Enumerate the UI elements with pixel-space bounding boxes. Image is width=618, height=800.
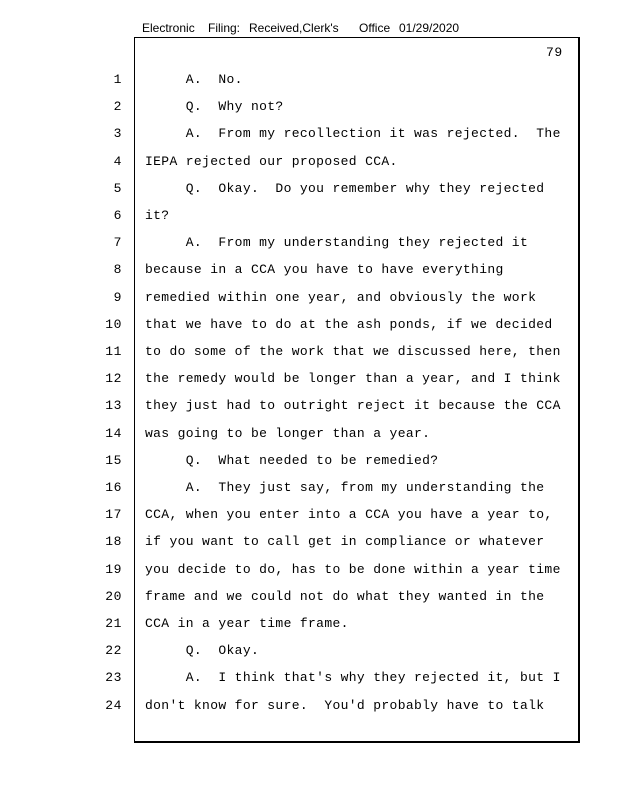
line-number: 15 [105,453,122,468]
line-number: 14 [105,426,122,441]
line-number: 2 [113,99,122,114]
transcript-line: Q. Okay. [145,643,260,658]
transcript-line: they just had to outright reject it because the CCA [145,398,561,413]
transcript-line: A. From my understanding they rejected it [145,235,529,250]
line-number: 1 [113,72,122,87]
line-number: 21 [105,616,122,631]
line-number: 4 [113,154,122,169]
transcript-line: A. They just say, from my understanding the [145,480,545,495]
filing-date: 01/29/2020 [399,21,460,35]
transcript-line: CCA, when you enter into a CCA you have a year to, [145,507,553,522]
line-number: 23 [105,670,122,685]
transcript-line: Q. Why not? [145,99,284,114]
transcript-line: Q. What needed to be remedied? [145,453,439,468]
page-number: 79 [546,45,563,60]
line-number: 6 [113,208,122,223]
transcript-line: A. I think that's why they rejected it, but I [145,670,561,685]
line-number: 10 [105,317,122,332]
line-number: 7 [113,235,122,250]
line-number: 5 [113,181,122,196]
transcript-line: remedied within one year, and obviously the work [145,290,537,305]
transcript-line: IEPA rejected our proposed CCA. [145,154,398,169]
transcript-line: to do some of the work that we discussed here, then [145,344,561,359]
line-number: 22 [105,643,122,658]
transcript-page-border [134,37,580,743]
line-number: 13 [105,398,122,413]
transcript-line: don't know for sure. You'd probably have to talk [145,698,545,713]
line-number: 24 [105,698,122,713]
filing-electronic-label: Electronic [142,21,195,35]
line-number: 12 [105,371,122,386]
transcript-line: A. From my recollection it was rejected. The [145,126,561,141]
line-number: 18 [105,534,122,549]
transcript-line: was going to be longer than a year. [145,426,431,441]
line-number: 9 [113,290,122,305]
transcript-line: A. No. [145,72,243,87]
line-number: 20 [105,589,122,604]
line-number: 16 [105,480,122,495]
transcript-line: because in a CCA you have to have everything [145,262,504,277]
transcript-line: Q. Okay. Do you remember why they rejected [145,181,545,196]
line-number: 8 [113,262,122,277]
line-number: 17 [105,507,122,522]
filing-filing-label: Filing: [208,21,241,35]
transcript-line: if you want to call get in compliance or whatever [145,534,545,549]
transcript-line: that we have to do at the ash ponds, if we decided [145,317,553,332]
filing-office-label: Office [359,21,391,35]
transcript-line: frame and we could not do what they wanted in the [145,589,545,604]
filing-received-label: Received,Clerk's [249,21,339,35]
transcript-line: it? [145,208,170,223]
line-number: 3 [113,126,122,141]
transcript-line: the remedy would be longer than a year, and I think [145,371,561,386]
transcript-line: CCA in a year time frame. [145,616,349,631]
line-number: 19 [105,562,122,577]
line-number: 11 [105,344,122,359]
transcript-line: you decide to do, has to be done within a year time [145,562,561,577]
